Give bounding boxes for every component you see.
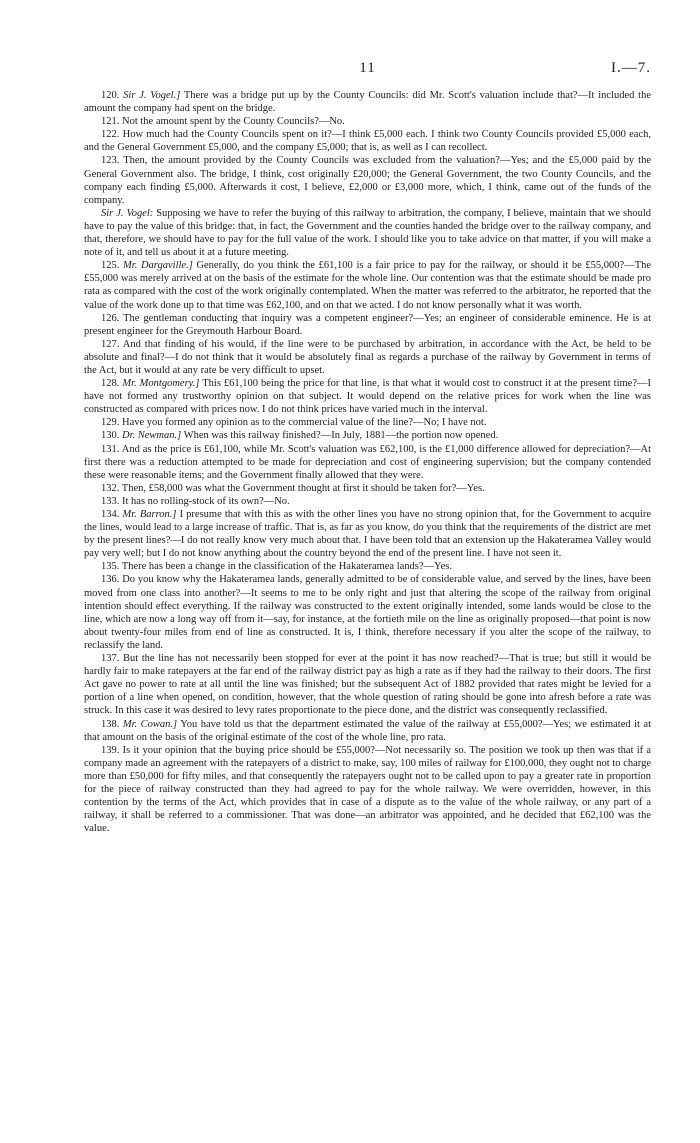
paragraph-125 bbox=[84, 259, 651, 311]
speaker: Sir J. Vogel: bbox=[101, 207, 154, 219]
question-number: 135. bbox=[101, 561, 120, 573]
paragraph-text: It has no rolling-stock of its own?—No. bbox=[119, 495, 290, 507]
paragraph-text: There was a bridge put up by the County Councils: did Mr. Scott's valuation include that?—It included the amount the company had spent on the bridge. bbox=[84, 90, 651, 115]
paragraph-130 bbox=[84, 429, 651, 442]
question-number: 131. bbox=[101, 443, 120, 455]
speaker: Mr. Montgomery.] bbox=[122, 378, 200, 390]
paragraph-134 bbox=[84, 508, 651, 560]
paragraph-120 bbox=[84, 89, 651, 115]
paragraph-133 bbox=[84, 495, 651, 508]
paragraph-text: When was this railway finished?—In July, 1881—the portion now opened. bbox=[181, 430, 499, 442]
paragraph-122 bbox=[84, 128, 651, 154]
paragraph-text: There has been a change in the classification of the Hakateramea lands?—Yes. bbox=[119, 561, 452, 573]
page-header bbox=[84, 40, 651, 74]
question-number: 122. bbox=[101, 129, 120, 141]
paragraph-139 bbox=[84, 744, 651, 836]
paragraph-text: You have told us that the department estimated the value of the railway at £55,000?—Yes; we estimated it at that amount on the basis of the original estimate of the cost of the whole line, pro rata. bbox=[84, 718, 651, 743]
paragraph-text: And as the price is £61,100, while Mr. Scott's valuation was £62,100, is the £1,000 difference allowed for depreciation?—At first there was a reduction attempted to be made for depreciation and cost of engineering supervision; but the company contended these were reasonable items; and the Government finally allowed that they were. bbox=[84, 443, 651, 481]
question-number: 139. bbox=[101, 744, 120, 756]
question-number: 123. bbox=[101, 155, 120, 167]
paragraph-text: Supposing we have to refer the buying of this railway to arbitration, the company, I believe, maintain that we should have to pay the value of this bridge: that, in fact, the Government and the counties handed the bridge over to the railway company, and that, therefore, we should have to pay for the full value of the work. I should like you to take advice on that matter, if you will make a note of it, and tell us about it at a future meeting. bbox=[84, 207, 651, 259]
paragraph-text: The gentleman conducting that inquiry was a competent engineer?—Yes; an engineer of considerable eminence. He is at present engineer for the Greymouth Harbour Board. bbox=[84, 312, 651, 337]
question-number: 120. bbox=[101, 90, 120, 101]
paragraph-132 bbox=[84, 482, 651, 495]
question-number: 125. bbox=[101, 260, 120, 272]
question-number: 126. bbox=[101, 312, 120, 324]
paragraph-131 bbox=[84, 443, 651, 482]
document-reference: I.—7. bbox=[611, 60, 651, 76]
question-number: 130. bbox=[101, 430, 120, 442]
paragraph-126 bbox=[84, 312, 651, 338]
speaker: Mr. Dargaville.] bbox=[123, 260, 193, 272]
speaker: Dr. Newman.] bbox=[122, 430, 182, 442]
paragraph-text: Is it your opinion that the buying price should be £55,000?—Not necessarily so. The position we took up then was that if a company made an agreement with the ratepayers of a district to make, say, 100 miles of railway for £100,000, they ought not to charge more than £50,000 for fifty miles, and that consequently the ratepayers ought not to be called upon to pay a greater rate in proportion for the piece of railway constructed than they had agreed to pay for the whole railway. We were overridden, however, in this contention by the terms of the Act, which provides that in case of a dispute as to the value of the whole railway, or any part of a railway, it shall be referred to a commissioner. That was done—an arbitrator was appointed, and he decided that £62,100 was the value. bbox=[84, 744, 651, 835]
question-number: 136. bbox=[101, 574, 120, 586]
question-number: 132. bbox=[101, 482, 120, 494]
paragraph-text: Not the amount spent by the County Councils?—No. bbox=[119, 116, 345, 128]
paragraph-text: But the line has not necessarily been stopped for ever at the point it has now reached?—That is true; but still it would be hardly fair to make ratepayers at the far end of the railway district pay as high a rate as if they had the railway to their doors. The first Act gave no power to rate at all until the line was finished; but the subsequent Act of 1882 provided that rates might be levied for a portion of a line when opened, on condition, however, that the whole question of rating should be gone into afresh before a rate was struck. In this case it was desired to levy rates proportionate to the piece done, and the district was consequently reclassified. bbox=[84, 653, 651, 717]
paragraph-135 bbox=[84, 560, 651, 573]
paragraph-text: Have you formed any opinion as to the commercial value of the line?—No; I have not. bbox=[119, 417, 487, 429]
paragraph-text: Generally, do you think the £61,100 is a fair price to pay for the railway, or should it be £55,000?—The £55,000 was merely arrived at on the basis of the estimate for the whole line. Our contention was that the estimate should be made pro rata as compared with the cost of the work originally contemplated. When the matter was referred to the arbitrator, he reported that the value of the work done up to that time was £62,100, and on that we acted. I do not know personally what it was worth. bbox=[84, 260, 651, 311]
document-body bbox=[84, 89, 651, 835]
paragraph-138 bbox=[84, 718, 651, 744]
paragraph-text: I presume that with this as with the other lines you have no strong opinion that, for the Government to acquire the lines, would lead to a large increase of traffic. That is, as far as you know, do you think that the requirements of the district are met by the present lines?—I do not really know very much about that. I have been told that an extension up the Hakateramea Valley would pay very well; but I do not know anything about the country beyond the end of the present line. I have not seen it. bbox=[84, 509, 651, 560]
paragraph-vogel-remark bbox=[84, 207, 651, 259]
paragraph-text: Then, the amount provided by the County Councils was excluded from the valuation?—Yes; and the £5,000 paid by the General Government also. The bridge, I think, cost originally £20,000; the General Government, the two County Councils, and the company each finding £5,000. Afterwards it cost, I believe, £2,000 or £3,000 more, which, I think, came out of the funds of the company. bbox=[84, 155, 651, 206]
speaker: Mr. Cowan.] bbox=[122, 718, 178, 730]
paragraph-text: How much had the County Councils spent on it?—I think £5,000 each. I think two County Councils provided £5,000 each, and the General Government £5,000, and the company £5,000; that is, as well as I can recollect. bbox=[84, 129, 651, 154]
speaker: Sir J. Vogel.] bbox=[123, 90, 181, 101]
paragraph-121 bbox=[84, 115, 651, 128]
page-number: 11 bbox=[359, 60, 376, 76]
paragraph-text: Then, £58,000 was what the Government thought at first it should be taken for?—Yes. bbox=[119, 482, 485, 494]
paragraph-129 bbox=[84, 416, 651, 429]
paragraph-127 bbox=[84, 338, 651, 377]
paragraph-123 bbox=[84, 154, 651, 206]
paragraph-128 bbox=[84, 377, 651, 416]
question-number: 137. bbox=[101, 653, 120, 665]
question-number: 129. bbox=[101, 417, 120, 429]
question-number: 121. bbox=[101, 116, 120, 128]
question-number: 127. bbox=[101, 338, 120, 350]
document-page bbox=[84, 40, 651, 1130]
paragraph-text: This £61,100 being the price for that line, is that what it would cost to construct it at the present time?—I have not formed any trustworthy opinion on that subject. It would depend on the relative prices for work when the line was constructed as compared with prices now. I do not think prices have varied much in the interval. bbox=[84, 378, 651, 416]
question-number: 133. bbox=[101, 495, 120, 507]
paragraph-text: Do you know why the Hakateramea lands, generally admitted to be of considerable value, and served by the lines, have been moved from one class into another?—It seems to me to be only right and just that altering the scope of the railway from original intention should effect everything. If the railway was constructed to the extent originally intended, some lands would be close to the line, which are now a long way off from it—say, for instance, at the fortieth mile on the line as originally proposed—that point is now about twenty-four miles from end of line as constructed. It is, I think, therefore necessary if you alter the scope of the railway, to reclassify the land. bbox=[84, 574, 651, 651]
question-number: 128. bbox=[101, 378, 120, 390]
paragraph-137 bbox=[84, 652, 651, 717]
paragraph-136 bbox=[84, 573, 651, 652]
speaker: Mr. Barron.] bbox=[122, 509, 177, 520]
question-number: 134. bbox=[101, 509, 120, 520]
paragraph-text: And that finding of his would, if the line were to be purchased by arbitration, in accordance with the Act, be held to be absolute and final?—I do not think that it would be absolutely final as regards a purchase of the railway by Government in terms of the Act, but it would at any rate be very difficult to upset. bbox=[84, 338, 651, 376]
question-number: 138. bbox=[101, 718, 120, 730]
